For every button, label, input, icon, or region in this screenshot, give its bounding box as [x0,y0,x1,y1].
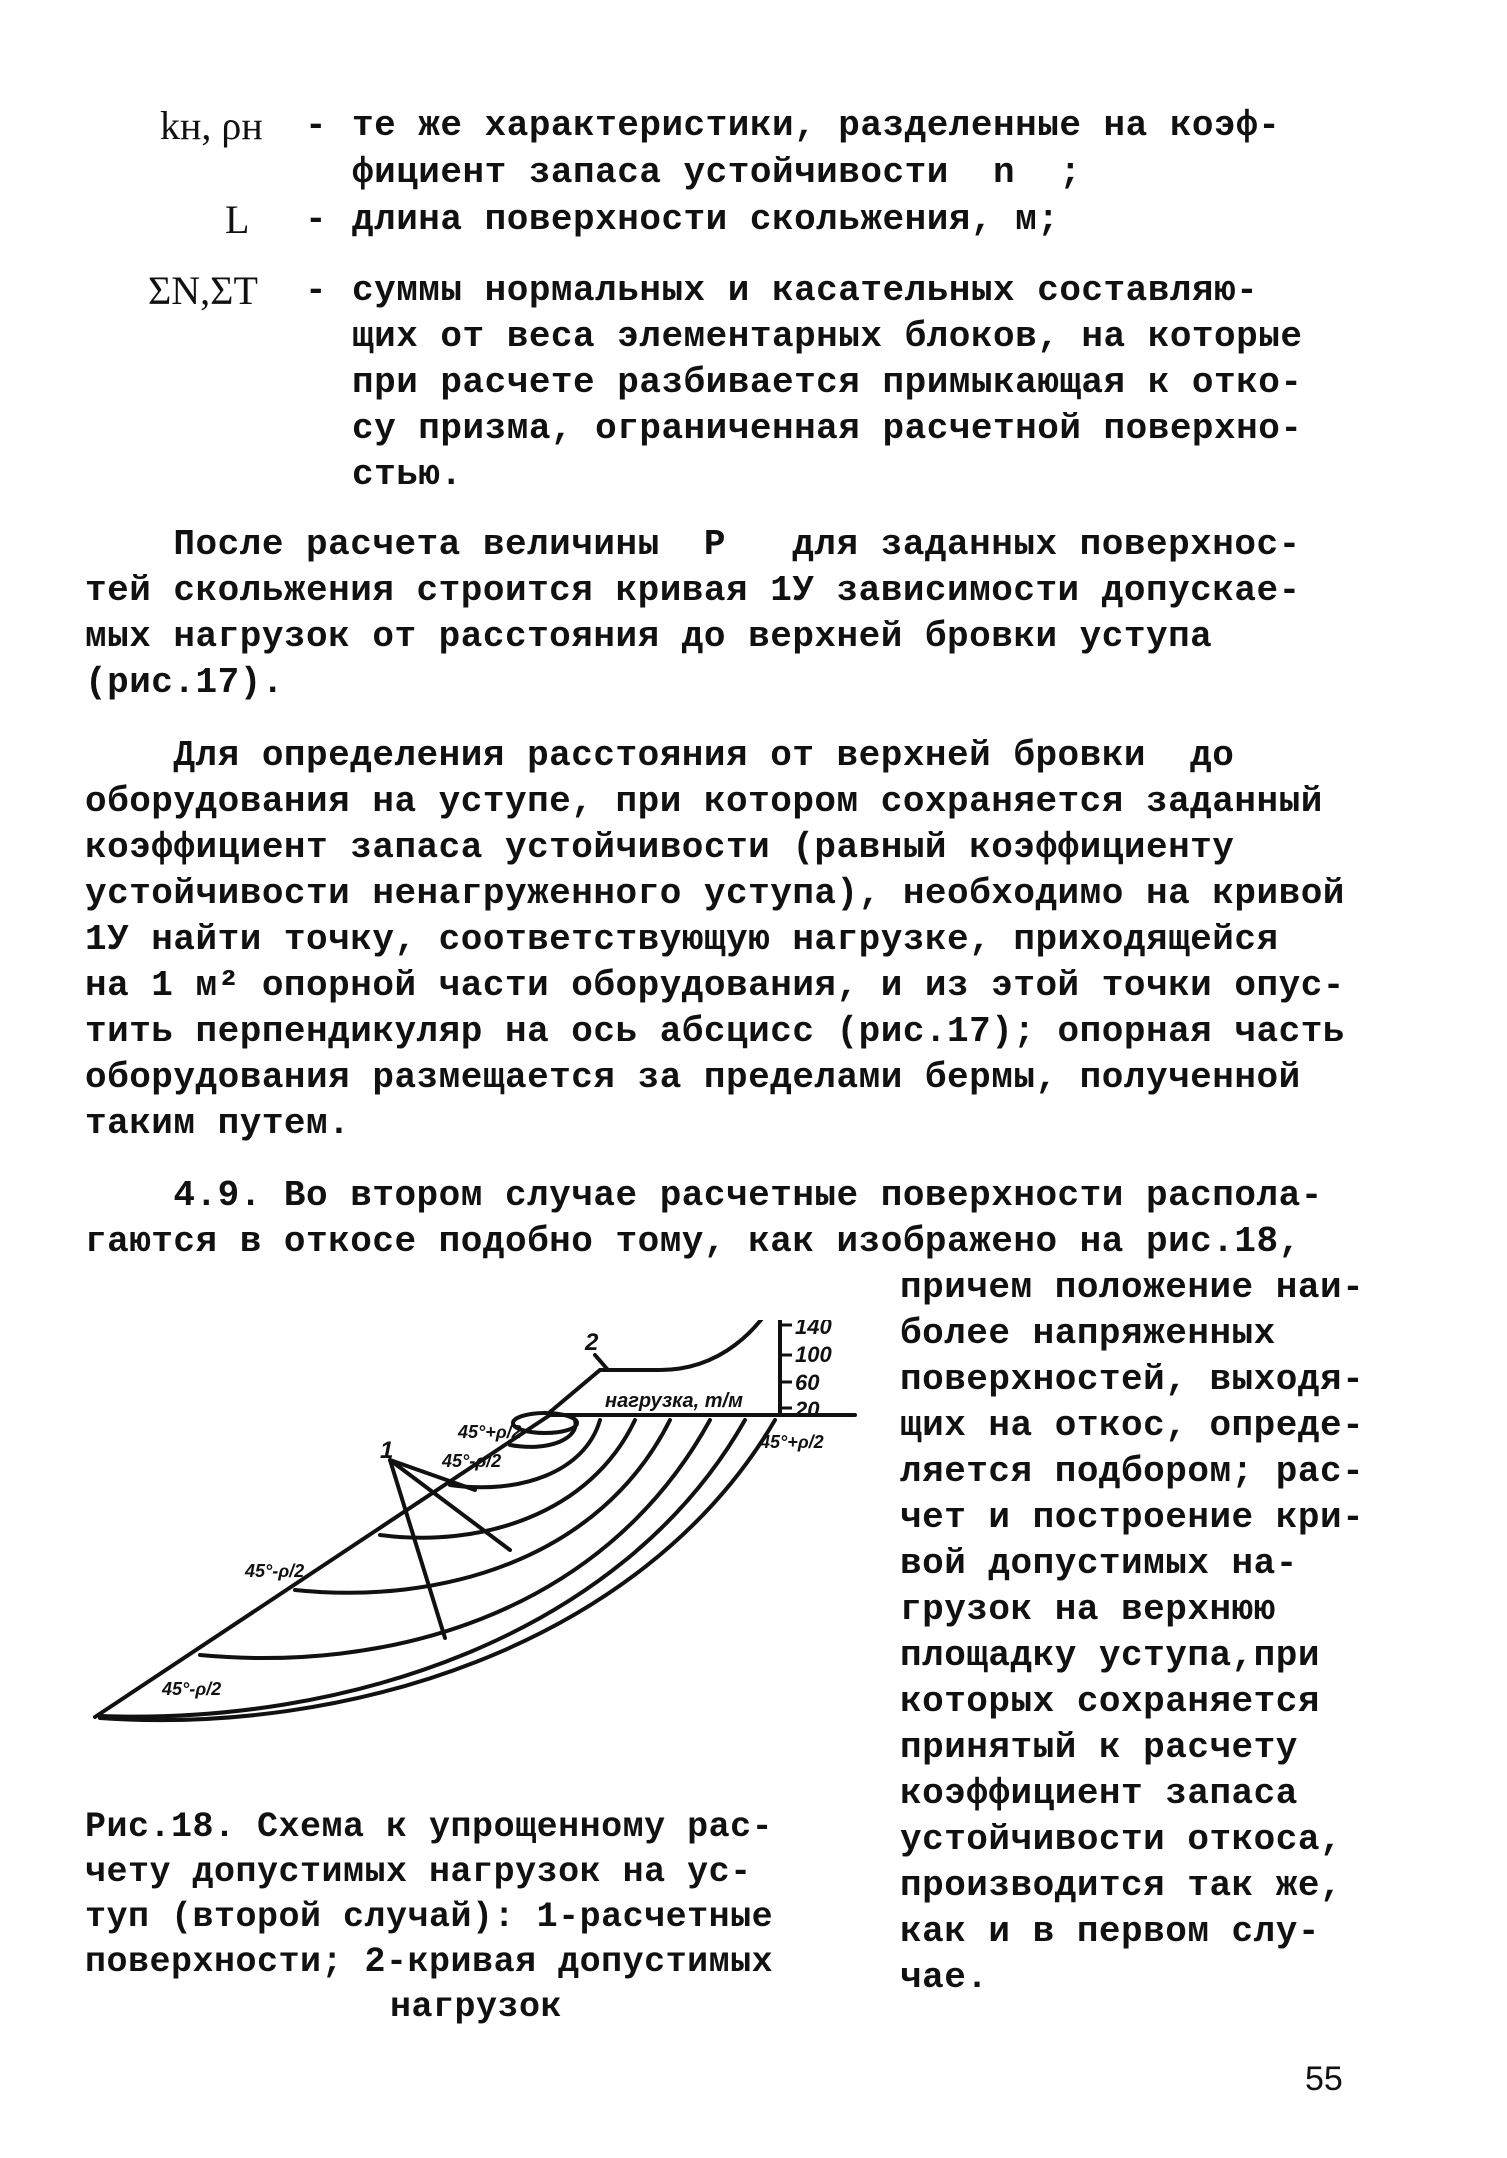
side-text-line: как и в первом слу- [900,1911,1320,1952]
angle-label: 45°+ρ/2 [458,1422,522,1442]
side-text-line: поверхностей, выходя- [900,1359,1365,1400]
side-text-line: вой допустимых на- [900,1543,1298,1584]
definition-text-line: те же характеристики, разделенные на коэф- [352,105,1281,146]
definition-text-line: стью. [352,454,463,495]
paragraph-line: 1У найти точку, соответствующую нагрузке, приходящейся [85,919,1279,960]
side-text-line: площадку уступа,при [900,1635,1320,1676]
definition-symbol-l: L [225,197,250,242]
definition-dash: - [305,105,327,146]
paragraph-line: оборудования на уступе, при котором сохраняется заданный [85,781,1323,822]
paragraph-line: После расчета величины P для заданных поверхнос- [85,524,1301,565]
side-text-line: более напряженных [900,1313,1276,1354]
figure-slope-diagram [80,1320,880,1740]
caption-line: поверхности; 2-кривая допустимых [85,1942,774,1982]
figure-label-1: 1 [380,1437,394,1464]
caption-line: Рис.18. Схема к упрощенному рас- [85,1807,774,1847]
caption-line: туп (второй случай): 1-расчетные [85,1897,774,1937]
definition-text-line: фициент запаса устойчивости n ; [352,152,1082,193]
side-text-line: коэффициент запаса [900,1773,1298,1814]
paragraph-line: устойчивости ненагруженного уступа), необходимо на кривой [85,873,1345,914]
definition-text-line: щих от веса элементарных блоков, на которые [352,316,1303,357]
side-text-line: щих на откос, опреде- [900,1405,1365,1446]
angle-label: 45°+ρ/2 [760,1432,824,1452]
definition-text-line: длина поверхности скольжения, м; [352,199,1060,240]
side-text-line: причем положение наи- [900,1267,1365,1308]
definition-symbol-sums: ΣN,ΣT [148,268,258,313]
side-text-line: которых сохраняется [900,1681,1320,1722]
pointer-line [390,1460,445,1638]
angle-label: 45°-ρ/2 [442,1451,502,1471]
side-text-line: грузок на верхнюю [900,1589,1276,1630]
curve-2-pointer [595,1355,608,1370]
paragraph-line: оборудования размещается за пределами бермы, полученной [85,1057,1301,1098]
axis-tick-label: 140 [795,1320,832,1339]
definition-dash: - [305,199,327,240]
paragraph-line: таким путем. [85,1103,351,1144]
paragraph-line: Для определения расстояния от верхней бровки до [85,735,1235,776]
paragraph-line: тить перпендикуляр на ось абсцисс (рис.17); опорная часть [85,1011,1345,1052]
side-text-line: принятый к расчету [900,1727,1298,1768]
paragraph-line: тей скольжения строится кривая 1У зависимости допускае- [85,570,1301,611]
side-text-line: чае. [900,1957,989,1998]
side-text-line: производится так же, [900,1865,1343,1906]
slip-surface-arc [295,1420,670,1593]
side-text-line: ляется подбором; рас- [900,1451,1365,1492]
page-number: 55 [1305,2060,1343,2098]
axis-tick-label: 60 [795,1370,820,1395]
paragraph-line: коэффициент запаса устойчивости (равный коэффициенту [85,827,1235,868]
caption-line: чету допустимых нагрузок на ус- [85,1852,752,1892]
definition-text-line: суммы нормальных и касательных составляю- [352,270,1259,311]
axis-tick-label: 100 [795,1342,832,1367]
paragraph-line: мых нагрузок от расстояния до верхней бровки уступа [85,616,1213,657]
paragraph-line: гаются в откосе подобно тому, как изображено на рис.18, [85,1221,1301,1262]
side-text-line: чет и построение кри- [900,1497,1365,1538]
side-text-line: устойчивости откоса, [900,1819,1343,1860]
load-label: нагрузка, т/м [605,1390,743,1412]
definition-dash: - [305,270,327,311]
paragraph-line: 4.9. Во втором случае расчетные поверхности распола- [85,1175,1323,1216]
paragraph-line: (рис.17). [85,662,284,703]
figure-label-2: 2 [585,1329,599,1356]
paragraph-line: на 1 м² опорной части оборудования, и из этой точки опус- [85,965,1345,1006]
slip-surface-arc [100,1420,775,1720]
axis-tick-label: 20 [795,1397,820,1422]
definition-text-line: су призма, ограниченная расчетной поверхно- [352,408,1303,449]
angle-label: 45°-ρ/2 [245,1561,305,1581]
caption-line: нагрузок [390,1987,563,2027]
definition-symbol-k-rho: kн, ρн [160,103,263,148]
angle-label: 45°-ρ/2 [162,1679,222,1699]
definition-text-line: при расчете разбивается примыкающая к отко- [352,362,1303,403]
